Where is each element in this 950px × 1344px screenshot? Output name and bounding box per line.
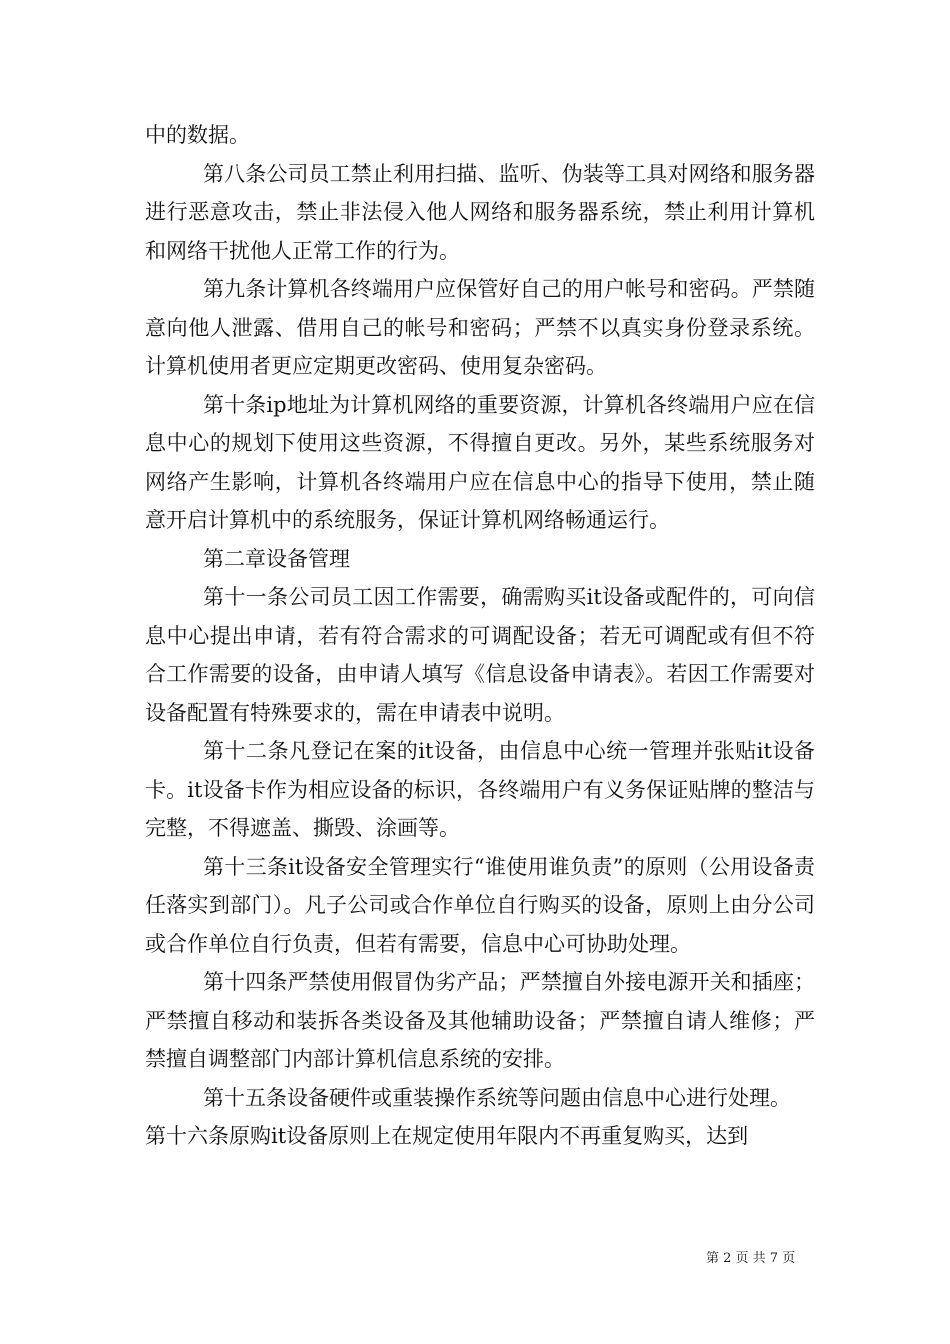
page-number: 第 2 页 共 7 页 bbox=[706, 1251, 796, 1266]
paragraph-article-14: 第十四条严禁使用假冒伪劣产品；严禁擅自外接电源开关和插座；严禁擅自移动和装拆各类设备及其他辅助设备；严禁擅自请人维修；严禁擅自调整部门内部计算机信息系统的安排。 bbox=[145, 970, 815, 1071]
paragraph-article-8: 第八条公司员工禁止利用扫描、监听、伪装等工具对网络和服务器进行恶意攻击，禁止非法侵入他人网络和服务器系统，禁止利用计算机和网络干扰他人正常工作的行为。 bbox=[145, 161, 815, 263]
paragraph-article-11: 第十一条公司员工因工作需要，确需购买it设备或配件的，可向信息中心提出申请，若有符合需求的可调配设备；若无可调配或有但不符合工作需要的设备，由申请人填写《信息设备申请表》。若因工作需要对设备配置有特殊要求的，需在申请表中说明。 bbox=[145, 585, 815, 725]
paragraph-article-10: 第十条ip地址为计算机网络的重要资源，计算机各终端用户应在信息中心的规划下使用这些资源，不得擅自更改。另外，某些系统服务对网络产生影响，计算机各终端用户应在信息中心的指导下使用，禁止随意开启计算机中的系统服务，保证计算机网络畅通运行。 bbox=[145, 392, 815, 532]
paragraph-article-13: 第十三条it设备安全管理实行“谁使用谁负责”的原则（公用设备责任落实到部门）。凡子公司或合作单位自行购买的设备，原则上由分公司或合作单位自行负责，但若有需要，信息中心可协助处理。 bbox=[145, 854, 815, 956]
paragraph-article-16: 第十六条原购it设备原则上在规定使用年限内不再重复购买，达到 bbox=[145, 1124, 749, 1148]
chapter-heading: 第二章设备管理 bbox=[203, 546, 350, 571]
paragraph-1: 中的数据。 bbox=[145, 123, 250, 147]
document-body bbox=[145, 116, 815, 1156]
paragraph-article-15: 第十五条设备硬件或重装操作系统等问题由信息中心进行处理。 bbox=[203, 1085, 791, 1110]
paragraph-article-12: 第十二条凡登记在案的it设备，由信息中心统一管理并张贴it设备卡。it设备卡作为相应设备的标识，各终端用户有义务保证贴牌的整洁与完整，不得遮盖、撕毁、涂画等。 bbox=[145, 739, 815, 840]
paragraph-article-9: 第九条计算机各终端用户应保管好自己的用户帐号和密码。严禁随意向他人泄露、借用自己的帐号和密码；严禁不以真实身份登录系统。计算机使用者更应定期更改密码、使用复杂密码。 bbox=[145, 277, 815, 378]
